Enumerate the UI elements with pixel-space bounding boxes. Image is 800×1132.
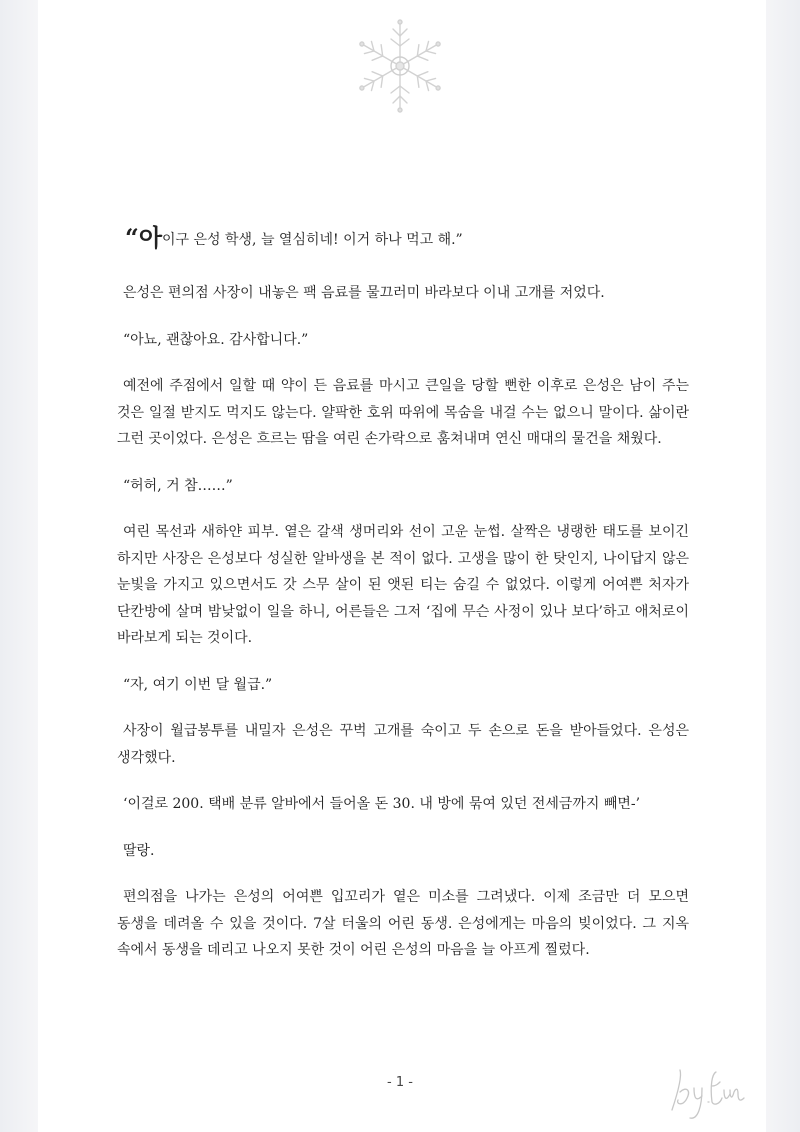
signature <box>664 1062 746 1122</box>
story-body <box>117 220 689 984</box>
opening-big-char: 아 <box>138 223 162 252</box>
paragraph: 딸랑. <box>123 842 155 859</box>
opening-line-text: 이구 은성 학생, 늘 열심히네! 이거 하나 먹고 해.” <box>162 232 463 248</box>
paragraph: “아뇨, 괜찮아요. 감사합니다.” <box>123 331 309 348</box>
paragraph: 예전에 주점에서 일할 때 약이 든 음료를 마시고 큰일을 당할 뻔한 이후로 은성은 남이 주는 것은 일절 받지도 먹지도 않는다. 얄팍한 호위 따위에 목숨을 내걸 수는 없으니 말이다. 삶이란 그런 곳이었다. 은성은 흐르는 땀을 여린 손가락으로 훔쳐내며 연신 매대의 물건을 채웠다. <box>117 378 689 447</box>
paragraph: “허허, 거 참……” <box>123 477 233 494</box>
paragraph: “자, 여기 이번 달 월급.” <box>123 676 273 693</box>
snowflake-icon <box>341 14 459 118</box>
paragraph: ‘이걸로 200. 택배 분류 알바에서 들어올 돈 30. 내 방에 묶여 있던 전세금까지 빼면-’ <box>123 796 641 812</box>
paragraph: 은성은 편의점 사장이 내놓은 팩 음료를 물끄러미 바라보다 이내 고개를 저었다. <box>123 285 605 301</box>
paragraph: 여린 목선과 새하얀 피부. 옅은 갈색 생머리와 선이 고운 눈썹. 살짝은 냉랭한 태도를 보이긴 하지만 사장은 은성보다 성실한 알바생을 본 적이 없다. 고생을 많이 한 탓인지, 나이답지 않은 눈빛을 가지고 있으면서도 갓 스무 살이 된 앳된 티는 숨길 수 없었다. 이렇게 어여쁜 처자가 단칸방에 살며 밤낮없이 일을 하니, 어른들은 그저 ‘집에 무슨 사정이 있나 보다’하고 애처로이 바라보게 되는 것이다. <box>117 524 689 646</box>
page-number: - 1 - <box>387 1075 413 1090</box>
paragraph: 편의점을 나가는 은성의 어여쁜 입꼬리가 옅은 미소를 그려냈다. 이제 조금만 더 모으면 동생을 데려올 수 있을 것이다. 7살 터울의 어린 동생. 은성에게는 마음의 빚이었다. 그 지옥 속에서 동생을 데리고 나오지 못한 것이 어린 은성의 마음을 늘 아프게 찔렀다. <box>117 889 689 958</box>
opening-line <box>117 220 689 258</box>
opening-quote-mark: “ <box>125 223 139 252</box>
paragraph: 사장이 월급봉투를 내밀자 은성은 꾸벅 고개를 숙이고 두 손으로 돈을 받아들었다. 은성은 생각했다. <box>117 723 689 766</box>
